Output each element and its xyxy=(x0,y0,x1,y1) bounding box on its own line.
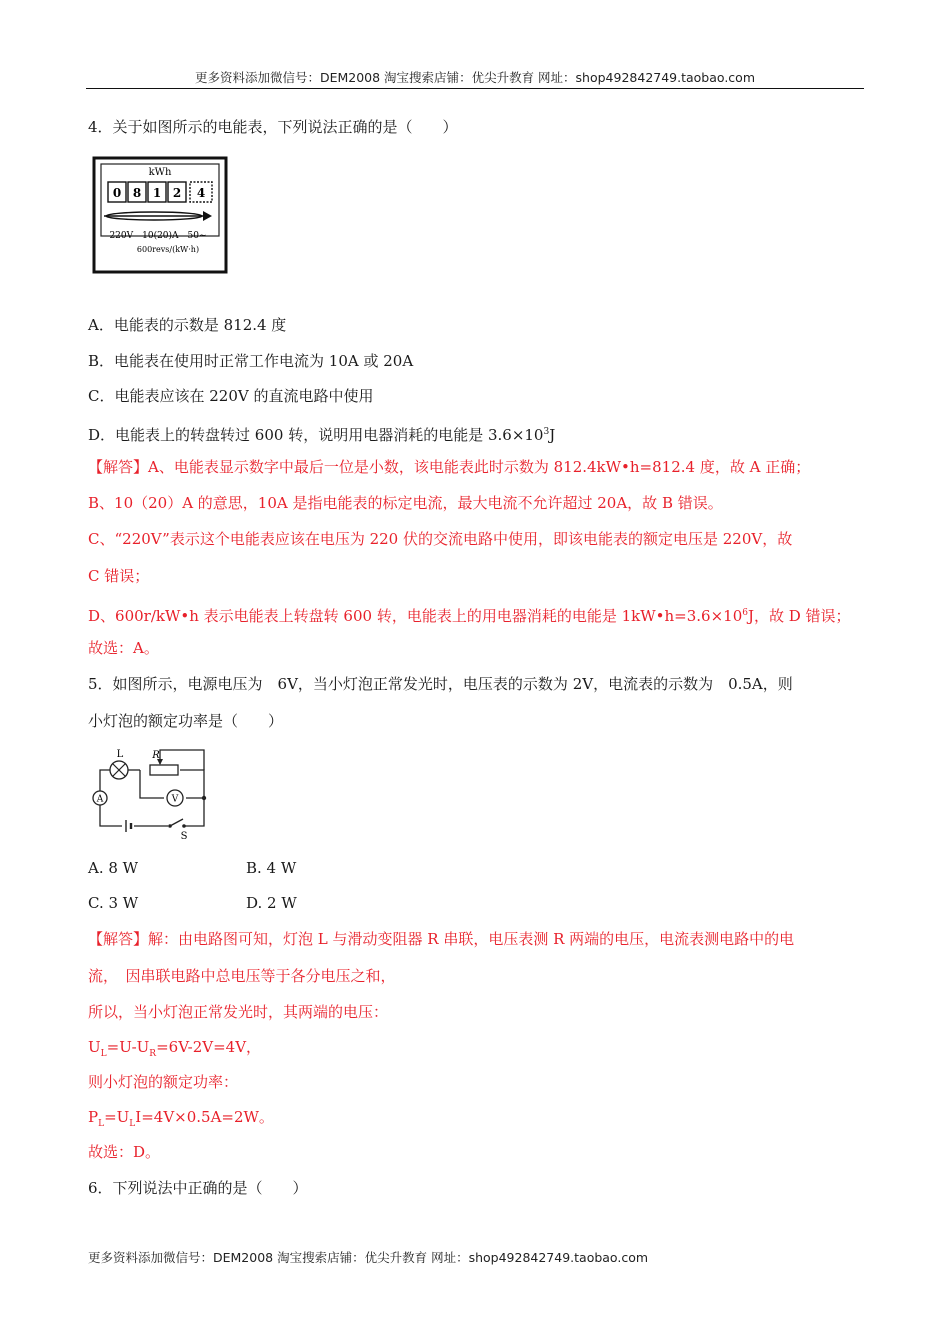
q4-answer-line-1: 【解答】A、电能表显示数字中最后一位是小数，该电能表此时示数为 812.4kW•h=812.4 度，故 A 正确； xyxy=(88,458,811,476)
battery-symbol xyxy=(126,820,131,832)
page-footer: 更多资料添加微信号：DEM2008 淘宝搜索店铺：优尖升教育 网址：shop492842749.taobao.com xyxy=(88,1250,649,1265)
q4-option-b: B．电能表在使用时正常工作电流为 10A 或 20A xyxy=(88,352,414,370)
lamp-symbol xyxy=(110,749,128,779)
q5-stem-line-1: 5．如图所示，电源电压为 6V，当小灯泡正常发光时，电压表的示数为 2V，电流表的示数为 0.5A，则 xyxy=(88,675,793,693)
q5-answer-line-5: 则小灯泡的额定功率： xyxy=(88,1073,239,1091)
switch-symbol xyxy=(168,819,187,842)
page-header: 更多资料添加微信号：DEM2008 淘宝搜索店铺：优尖升教育 网址：shop492842749.taobao.com xyxy=(194,70,756,85)
rheostat-symbol xyxy=(150,750,178,775)
q5-option-b: B. 4 W xyxy=(246,859,297,877)
ammeter-symbol xyxy=(93,791,107,805)
q5-answer-line-3: 所以，当小灯泡正常发光时，其两端的电压： xyxy=(88,1003,389,1021)
q4-answer-line-2: B、10（20）A 的意思，10A 是指电能表的标定电流，最大电流不允许超过 20A，故 B 错误。 xyxy=(88,494,723,512)
voltmeter-symbol xyxy=(167,790,183,806)
q4-answer-choice: 故选：A。 xyxy=(88,639,159,657)
q4-answer-line-3: C、“220V”表示这个电能表应该在电压为 220 伏的交流电路中使用，即该电能表的额定电压是 220V，故 xyxy=(88,530,793,548)
q4-stem: 4．关于如图所示的电能表，下列说法正确的是（ ） xyxy=(88,118,458,136)
ammeter-label: A xyxy=(96,794,104,805)
q5-answer-formula-2: $P_L=U_LI=4V\times 0.5A=2W$。 xyxy=(88,1108,274,1129)
header-rule xyxy=(86,88,864,89)
switch-label: S xyxy=(180,831,188,842)
q5-answer-line-2: 流， 因串联电路中总电压等于各分电压之和， xyxy=(88,967,396,985)
q5-answer-formula-1: $U_L=U-U_R=6V-2V=4V$， xyxy=(88,1038,262,1059)
q5-option-a: A. 8 W xyxy=(88,859,139,877)
q4-option-d: D．电能表上的转盘转过 600 转，说明用电器消耗的电能是 $3.6\times 10^3J$ xyxy=(88,426,556,444)
q6-stem: 6．下列说法中正确的是（ ） xyxy=(88,1179,308,1197)
junction-dot xyxy=(202,796,206,800)
lamp-label: L xyxy=(116,749,124,760)
meter-spec-rating: 220V 10(20)A 50~ xyxy=(109,231,207,241)
q5-option-c: C. 3 W xyxy=(88,894,139,912)
q5-answer-choice: 故选：D。 xyxy=(88,1143,161,1161)
meter-digit-3: 1 xyxy=(152,186,162,200)
rheostat-label: R xyxy=(152,750,160,761)
q4-answer-line-5: D、600r/kW•h 表示电能表上转盘转 600 转，电能表上的用电器消耗的电能是 $1kW•h=3.6\times 10^6J$，故 D 错误； xyxy=(88,607,851,625)
meter-digit-4: 2 xyxy=(172,186,182,200)
q5-option-d: D. 2 W xyxy=(246,894,297,912)
q4-answer-line-4: C 错误； xyxy=(88,567,150,585)
meter-digit-1: 0 xyxy=(112,186,122,200)
meter-spec-revs: 600revs/(kW·h) xyxy=(136,245,200,254)
meter-digit-decimal: 4 xyxy=(196,186,206,200)
meter-unit: kWh xyxy=(148,167,172,178)
voltmeter-label: V xyxy=(171,794,179,805)
meter-digit-2: 8 xyxy=(132,186,142,200)
q4-option-c: C．电能表应该在 220V 的直流电路中使用 xyxy=(88,387,374,405)
q5-answer-line-1: 【解答】解：由电路图可知，灯泡 L 与滑动变阻器 R 串联，电压表测 R 两端的电压，电流表测电路中的电 xyxy=(88,930,795,948)
q5-stem-line-2: 小灯泡的额定功率是（ ） xyxy=(88,712,284,730)
electric-meter-figure xyxy=(92,156,228,274)
q4-option-a: A．电能表的示数是 812.4 度 xyxy=(88,316,287,334)
circuit-diagram xyxy=(86,746,214,842)
